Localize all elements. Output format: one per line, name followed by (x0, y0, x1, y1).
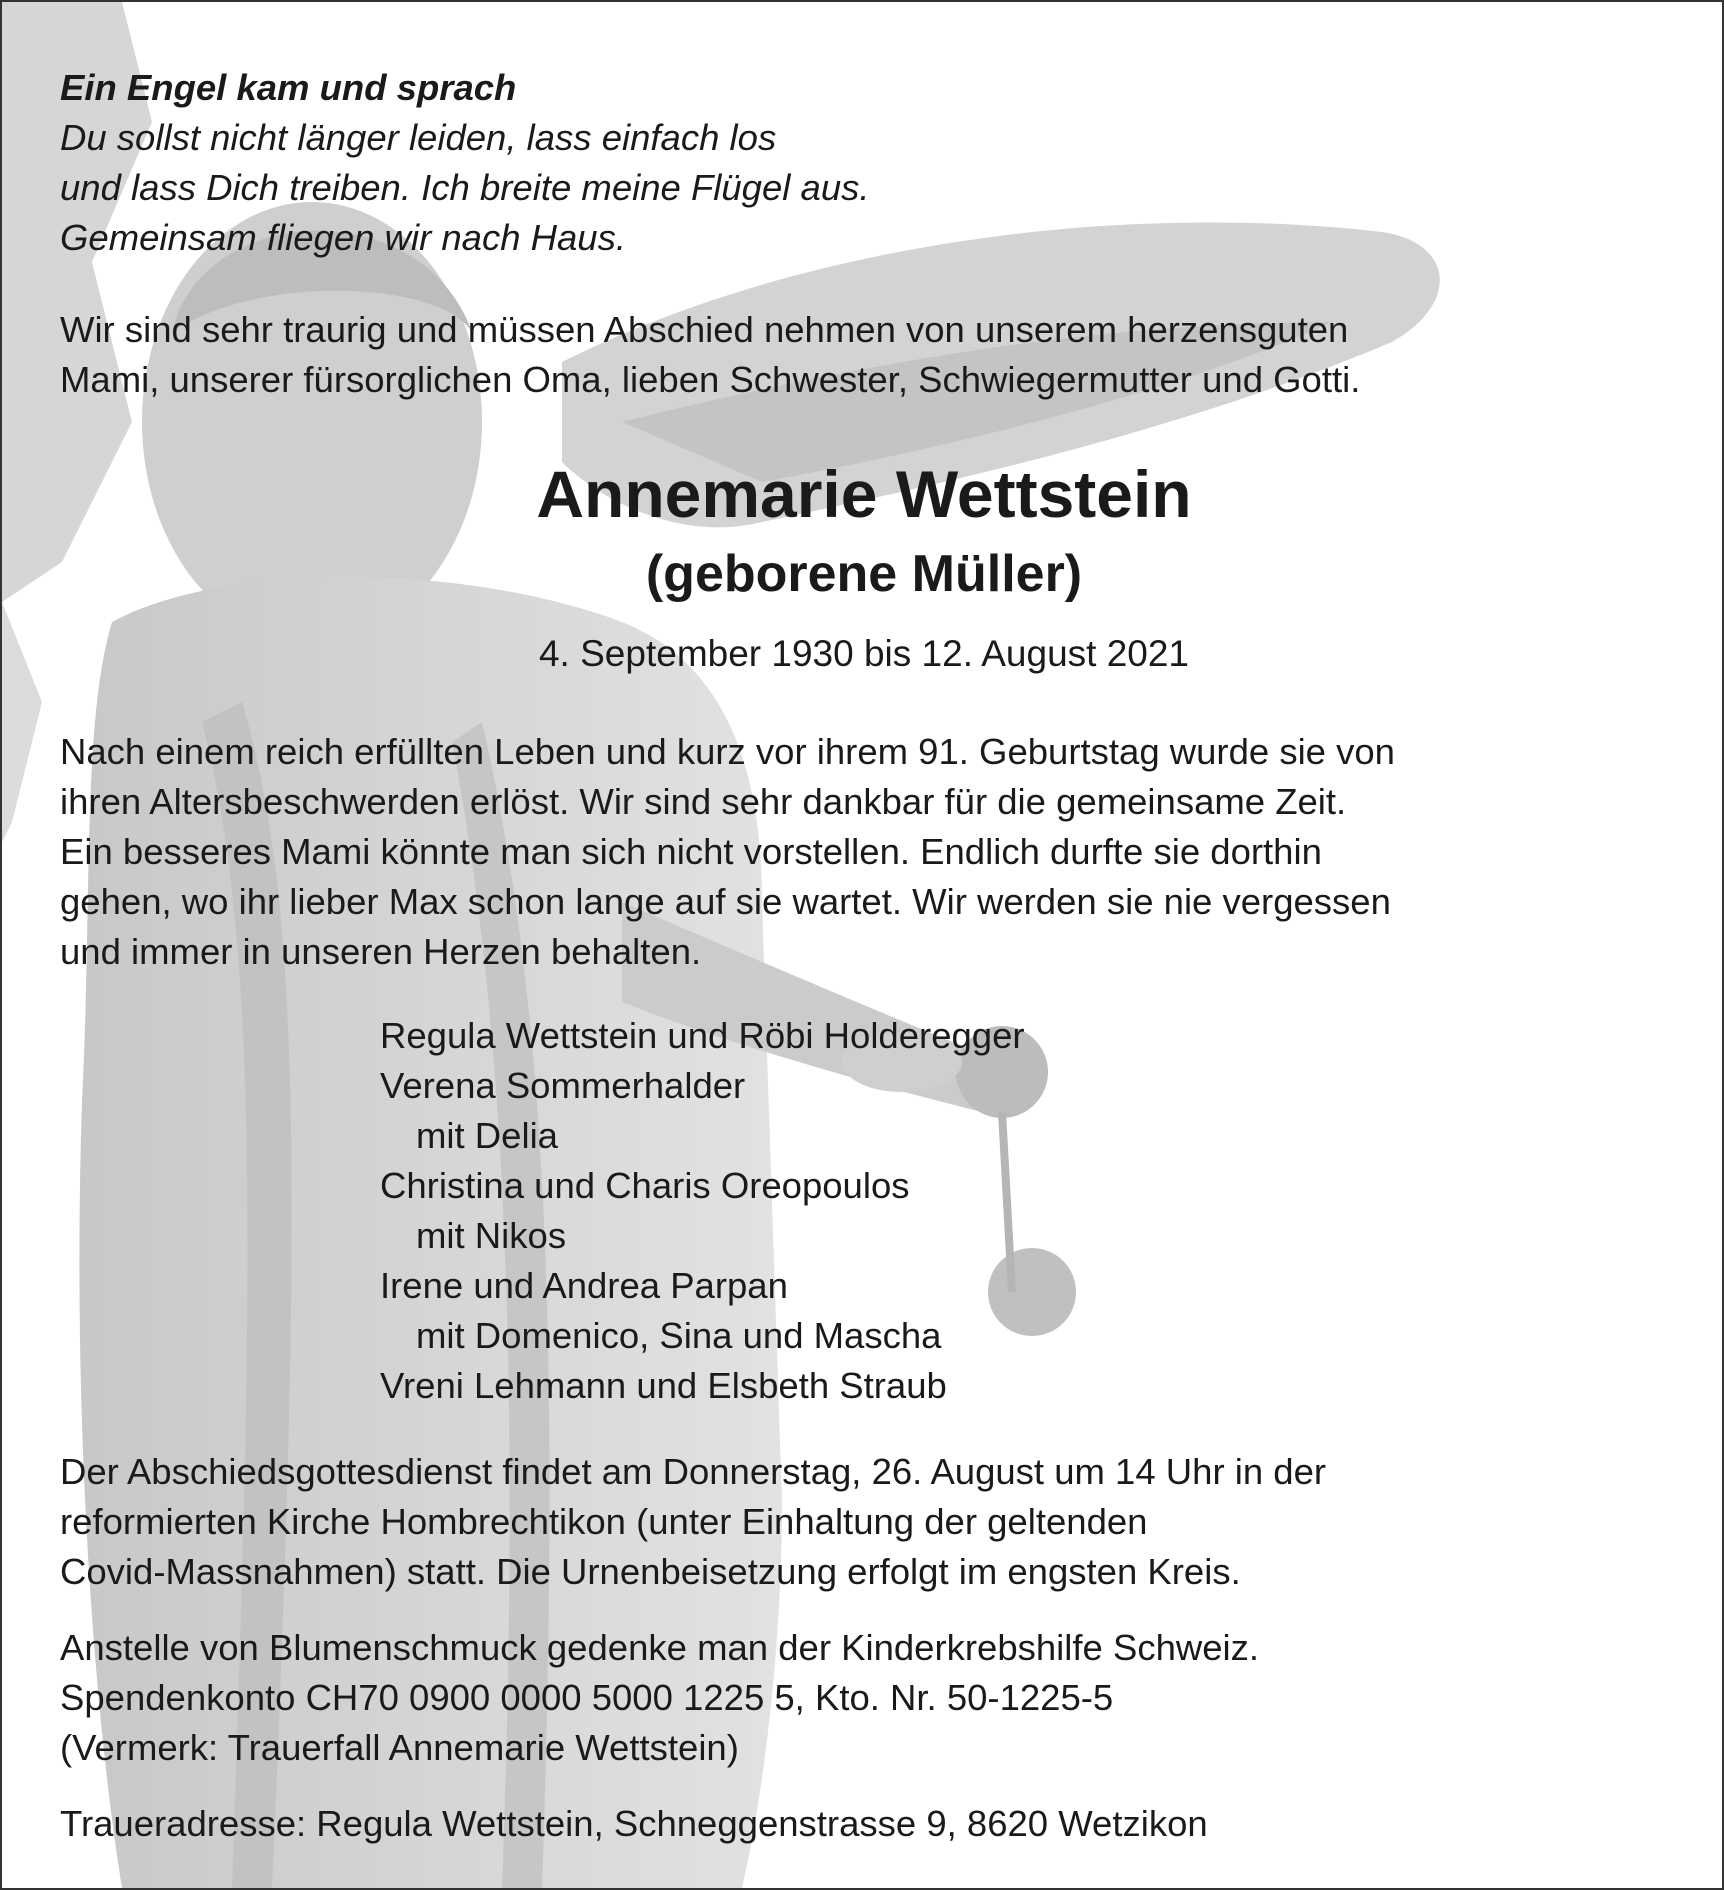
mourning-address: Traueradresse: Regula Wettstein, Schneggenstrasse 9, 8620 Wetzikon (60, 1803, 1208, 1844)
intro-line: Mami, unserer fürsorglichen Oma, lieben Schwester, Schwiegermutter und Gotti. (60, 359, 1361, 400)
mourner-line: Verena Sommerhalder (380, 1065, 746, 1106)
tribute-line: Ein besseres Mami könnte man sich nicht vorstellen. Endlich durfte sie dorthin (60, 831, 1322, 872)
donation-line: Anstelle von Blumenschmuck gedenke man der Kinderkrebshilfe Schweiz. (60, 1627, 1260, 1668)
poem-title: Ein Engel kam und sprach (60, 67, 517, 108)
poem-line: Du sollst nicht länger leiden, lass einfach los (60, 117, 777, 158)
tribute-line: gehen, wo ihr lieber Max schon lange auf sie wartet. Wir werden sie nie vergessen (60, 881, 1391, 922)
poem-line: Gemeinsam fliegen wir nach Haus. (60, 217, 626, 258)
deceased-name: Annemarie Wettstein (536, 457, 1192, 531)
poem-line: und lass Dich treiben. Ich breite meine Flügel aus. (60, 167, 870, 208)
mourner-line: Regula Wettstein und Röbi Holderegger (380, 1015, 1025, 1056)
service-line: reformierten Kirche Hombrechtikon (unter Einhaltung der geltenden (60, 1501, 1148, 1542)
mourner-line: Christina und Charis Oreopoulos (380, 1165, 910, 1206)
mourner-line: mit Domenico, Sina und Mascha (416, 1315, 942, 1356)
service-line: Covid-Massnahmen) statt. Die Urnenbeisetzung erfolgt im engsten Kreis. (60, 1551, 1241, 1592)
life-dates: 4. September 1930 bis 12. August 2021 (538, 633, 1190, 674)
tribute-line: ihren Altersbeschwerden erlöst. Wir sind sehr dankbar für die gemeinsame Zeit. (60, 781, 1347, 822)
tribute-line: und immer in unseren Herzen behalten. (60, 931, 702, 972)
mourner-line: Irene und Andrea Parpan (380, 1265, 788, 1306)
mourner-line: mit Nikos (416, 1215, 567, 1256)
tribute-line: Nach einem reich erfüllten Leben und kurz vor ihrem 91. Geburtstag wurde sie von (60, 731, 1395, 772)
donation-line: Spendenkonto CH70 0900 0000 5000 1225 5, Kto. Nr. 50-1225-5 (60, 1677, 1114, 1718)
maiden-name: (geborene Müller) (645, 545, 1083, 603)
mourner-line: mit Delia (416, 1115, 558, 1156)
donation-line: (Vermerk: Trauerfall Annemarie Wettstein) (60, 1727, 739, 1768)
mourner-line: Vreni Lehmann und Elsbeth Straub (380, 1365, 947, 1406)
intro-line: Wir sind sehr traurig und müssen Abschied nehmen von unserem herzensguten (60, 309, 1349, 350)
service-line: Der Abschiedsgottesdienst findet am Donnerstag, 26. August um 14 Uhr in der (60, 1451, 1327, 1492)
